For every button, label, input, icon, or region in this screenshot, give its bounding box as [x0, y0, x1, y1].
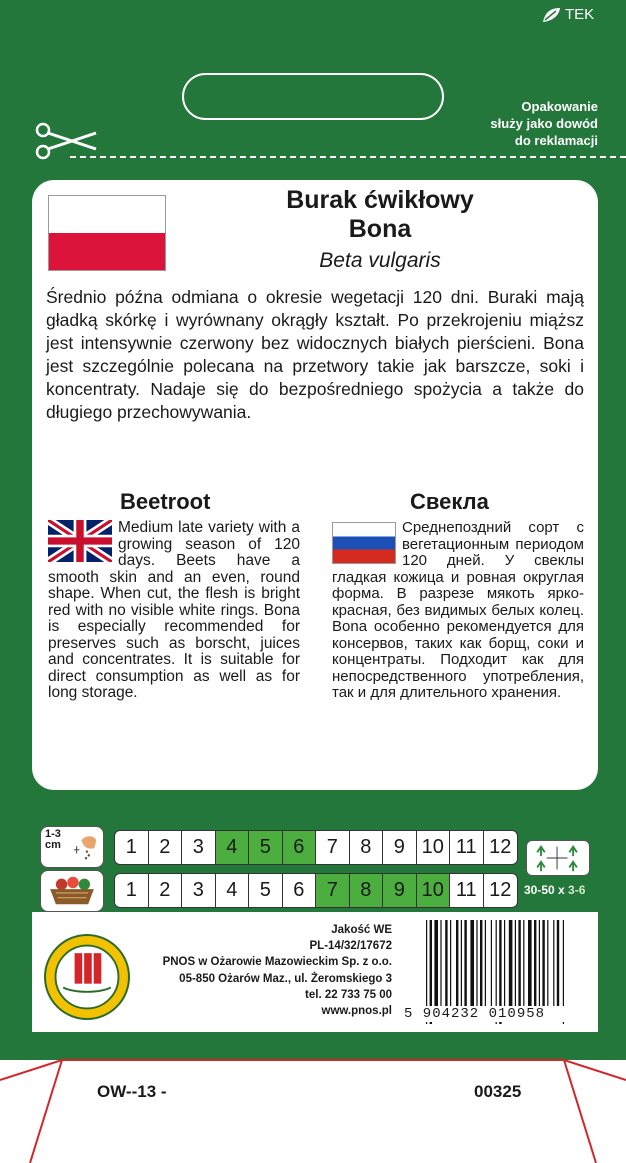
harvest-month-11: 11 [450, 874, 484, 907]
sowing-month-5: 5 [249, 831, 283, 864]
barcode-number: 5 904232 010958 [404, 1006, 588, 1022]
plant-spacing-box [526, 840, 590, 876]
producer-info [100, 922, 392, 1019]
plant-spacing-icon [527, 841, 589, 875]
sowing-months-row [114, 830, 518, 865]
harvest-month-10: 10 [417, 874, 451, 907]
cut-line [70, 156, 626, 158]
sowing-month-4: 4 [216, 831, 250, 864]
company-address: 05-850 Ożarów Maz., ul. Żeromskiego 3 [179, 972, 392, 985]
barcode-bar [470, 920, 474, 1010]
harvest-month-12: 12 [489, 879, 512, 901]
russian-description [332, 520, 584, 702]
barcode-bar [542, 920, 544, 1010]
brand-name: TEK [565, 6, 595, 23]
brand-logo [541, 6, 594, 23]
barcode-bar [456, 920, 458, 1010]
barcode-bar [504, 920, 505, 1010]
barcode-bar [547, 920, 548, 1010]
complaint-notice [490, 98, 598, 149]
sowing-month-9: 9 [383, 831, 417, 864]
harvest-month-4: 4 [216, 874, 250, 907]
sowing-hand-icon [72, 831, 100, 863]
quality-label: Jakość WE [331, 924, 392, 936]
bottom-fold-outline [0, 1056, 626, 1163]
harvest-month-2: 2 [149, 874, 183, 907]
barcode-bar [434, 920, 438, 1010]
barcode-bar [491, 920, 492, 1010]
barcode-bar [480, 920, 482, 1010]
hang-slot [182, 73, 444, 120]
harvest-month-1: 1 [115, 874, 149, 907]
sowing-depth [45, 829, 61, 851]
sowing-month-10: 10 [417, 831, 451, 864]
harvest-month-8: 8 [350, 874, 384, 907]
variety-name: Bona [348, 215, 412, 243]
complaint-line-3: do reklamacji [514, 133, 598, 148]
barcode-bar [528, 920, 532, 1010]
barcode-bar [485, 920, 486, 1010]
plant-spacing-label [524, 883, 585, 897]
barcode-bar [515, 920, 516, 1010]
barcode-bar [518, 920, 520, 1010]
russian-description-text: Среднепоздний сорт с вегетационным периодом 120 дней. У свеклы гладкая кожица и ровная округлая форма. В разрезе мякоть ярко-красная, без видимых белых колец. Bona особенно рекомендуется для консервов, таких как борщ, соки и концентраты. Подходит как для непосредственного употребления, так и для длительного хранения. [332, 519, 584, 701]
barcode-bar [464, 920, 466, 1010]
complaint-line-1: Opakowanie [521, 99, 598, 114]
flag-spacer [332, 520, 402, 569]
english-description [48, 520, 300, 702]
harvest-month-5: 5 [249, 874, 283, 907]
leaf-icon [541, 7, 561, 23]
complaint-line-2: służy jako dowód [490, 116, 598, 131]
sowing-depth-value: 1-3 [45, 828, 61, 840]
flag-spacer [48, 520, 118, 569]
sowing-month-2: 2 [149, 831, 183, 864]
sowing-month-12: 12 [489, 836, 512, 858]
plant-spacing: 3-6 [568, 883, 586, 897]
polish-description: Średnio późna odmiana o okresie wegetacji 120 dni. Buraki mają gładką skórkę i wyrównany okrągły kształt. Po przekrojeniu miąższ jest intensywnie czerwony bez widocznych białych pierścieni. Bona jest szczególnie polecana na przetwory takie jak barszcze, soki i koncentraty. Nadaje się do bezpośredniego spożycia a także do długiego przechowywania. [46, 287, 584, 422]
sowing-month-6: 6 [283, 831, 317, 864]
barcode-bar [553, 920, 554, 1010]
english-description-text: Medium late variety with a growing season of 120 days. Beets have a smooth skin and an even, round shape. When cut, the flesh is bright red with no visible white rings. Bona is especially recommended for preserves such as borscht, juices and concentrates. It is suitable for direct consumption as well as for long storage. [48, 519, 300, 701]
sowing-month-1: 1 [115, 831, 149, 864]
product-name: Burak ćwikłowy [286, 186, 474, 214]
harvest-basket-icon [42, 872, 102, 910]
barcode-bar [440, 920, 441, 1010]
product-title [180, 186, 580, 275]
harvest-months-row [114, 873, 518, 908]
barcode-bar [523, 920, 524, 1010]
row-spacing: 30-50 x [524, 883, 565, 897]
sowing-month-7: 7 [316, 831, 350, 864]
english-heading: Beetroot [120, 489, 211, 514]
sowing-depth-unit: cm [45, 839, 61, 851]
company-phone: tel. 22 733 75 00 [305, 988, 392, 1001]
harvest-month-9: 9 [383, 874, 417, 907]
barcode-bar [534, 920, 536, 1010]
russian-heading: Свекла [410, 489, 489, 514]
latin-name: Beta vulgaris [319, 249, 441, 272]
harvest-box [40, 870, 104, 912]
sowing-month-11: 11 [450, 831, 484, 864]
registration-number: PL-14/32/17672 [309, 940, 392, 953]
sowing-month-3: 3 [182, 831, 216, 864]
barcode-bar [445, 920, 447, 1010]
barcode-bar [476, 920, 477, 1010]
harvest-month-3: 3 [182, 874, 216, 907]
company-website: www.pnos.pl [321, 1005, 392, 1018]
sowing-month-8: 8 [350, 831, 384, 864]
harvest-month-7: 7 [316, 874, 350, 907]
barcode-bar [461, 920, 462, 1010]
harvest-month-6: 6 [283, 874, 317, 907]
company-name: PNOS w Ożarowie Mazowieckim Sp. z o.o. [162, 956, 392, 969]
barcode-bar [509, 920, 513, 1010]
barcode-bar [450, 920, 451, 1010]
polish-flag [48, 195, 166, 271]
lot-code: OW--13 - [97, 1082, 167, 1101]
batch-number: 00325 [474, 1082, 522, 1101]
scissors-icon [34, 121, 98, 161]
barcode-bar [557, 920, 559, 1010]
barcode-bar [539, 920, 540, 1010]
sowing-depth-box [40, 826, 104, 868]
